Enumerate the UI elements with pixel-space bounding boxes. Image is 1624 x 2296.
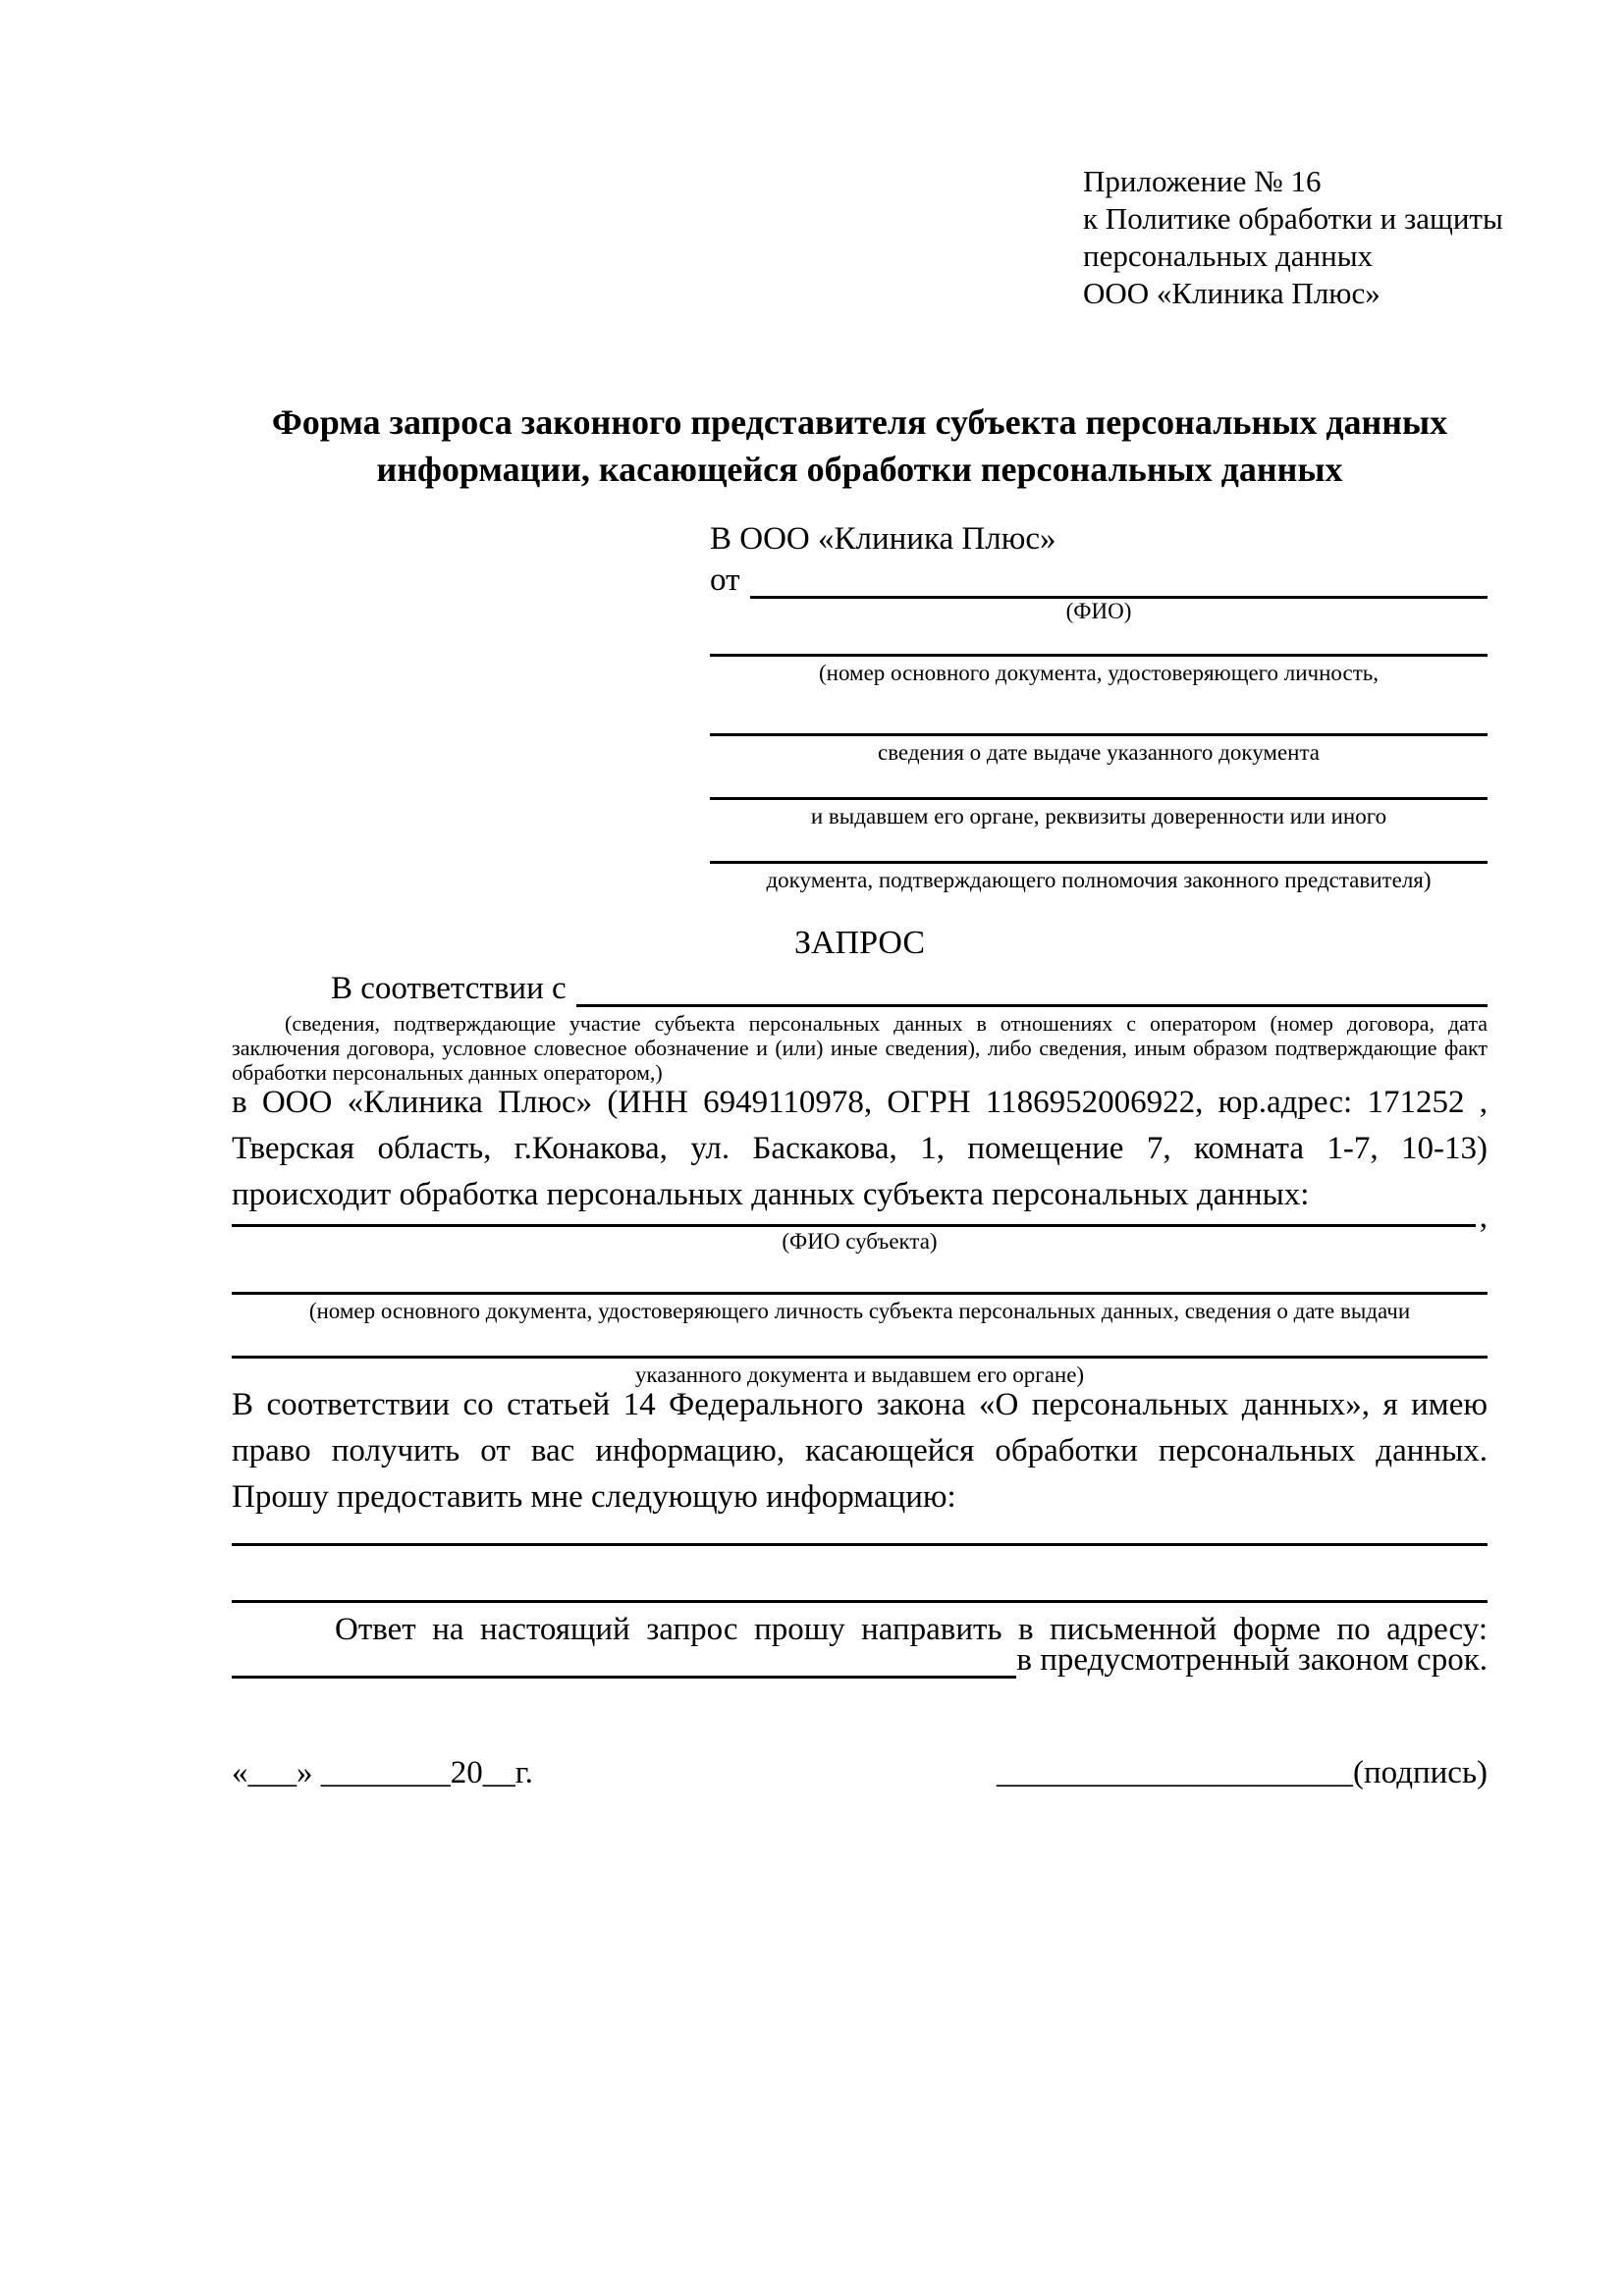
- intro-caption: (сведения, подтверждающие участие субъекта персональных данных в отношениях с оператором (номер договора, дата заключения договора, условное словесное обозначение и (или) иные сведения), либо сведения, иным образом подтверждающие факт обработки персональных данных оператором,): [232, 1011, 1488, 1085]
- operator-paragraph: в ООО «Клиника Плюс» (ИНН 6949110978, ОГРН 1186952006922, юр.адрес: 171252 , Тверская область, г.Конакова, ул. Баскакова, 1, помещение 7, комната 1-7, 10-13) происходит обработка персональных данных субъекта персональных данных:: [232, 1085, 1488, 1212]
- from-label: от: [710, 562, 740, 598]
- blank-field-line: [710, 654, 1488, 657]
- signature-line: ______________________: [997, 1755, 1353, 1790]
- title-line-2: информации, касающейся обработки персональных данных: [376, 450, 1343, 489]
- blank-field-line: [232, 1356, 1488, 1359]
- field-caption-document-number: (номер основного документа, удостоверяющего личность,: [818, 661, 1379, 685]
- blank-field-line: [710, 861, 1488, 864]
- intro-line: [232, 970, 1488, 1007]
- from-line: [710, 561, 1488, 599]
- signature-group: [997, 1755, 1488, 1791]
- appendix-line: Приложение № 16: [1083, 164, 1322, 198]
- title-line-1: Форма запроса законного представителя субъекта персональных данных: [271, 402, 1448, 442]
- date-blank: «___» ________20__г.: [232, 1755, 533, 1790]
- document-title: [232, 399, 1488, 493]
- blank-field-line: [710, 797, 1488, 800]
- blank-field-line: [232, 1292, 1488, 1295]
- subject-block: [232, 1200, 1488, 1388]
- appendix-block: [1083, 163, 1503, 312]
- appendix-line: ООО «Клиника Плюс»: [1083, 276, 1380, 310]
- addressee-block: [710, 516, 1488, 893]
- fio-caption: (ФИО): [1065, 599, 1132, 623]
- blank-field-line: [232, 1543, 1488, 1546]
- request-heading: ЗАПРОС: [793, 925, 926, 961]
- organization-name: В ООО «Клиника Плюс»: [710, 521, 1056, 557]
- appendix-line: персональных данных: [1083, 239, 1374, 273]
- trailing-comma: ,: [1479, 1200, 1488, 1235]
- field-caption-issue-date: сведения о дате выдаче указанного документа: [877, 740, 1321, 765]
- blank-field-line: [232, 1600, 1488, 1603]
- blank-field-line: [576, 1004, 1488, 1007]
- reply-address-line: [232, 1639, 1488, 1679]
- signature-caption: (подпись): [1353, 1755, 1488, 1790]
- appendix-line: к Политике обработки и защиты: [1083, 201, 1503, 236]
- field-caption-representative-authority: документа, подтверждающего полномочия законного представителя): [766, 868, 1432, 892]
- law-paragraph: В соответствии со статьей 14 Федерального закона «О персональных данных», я имею право получить от вас информацию, касающейся обработки персональных данных. Прошу предоставить мне следующую информацию:: [232, 1387, 1488, 1515]
- intro-label: В соответствии с: [331, 971, 567, 1006]
- blank-field-line: [232, 1676, 1016, 1679]
- reply-tail-text: в предусмотренный законом срок.: [1016, 1642, 1488, 1678]
- field-caption-issuing-authority: и выдавшем его органе, реквизиты доверенности или иного: [810, 804, 1387, 828]
- subject-doc-caption-2: указанного документа и выдавшем его органе): [634, 1362, 1085, 1387]
- blank-field-line: [232, 1224, 1476, 1227]
- subject-doc-caption-1: (номер основного документа, удостоверяющего личность субъекта персональных данных, сведения о дате выдачи: [308, 1299, 1411, 1323]
- date-signature-row: [232, 1755, 1488, 1791]
- blank-field-line: [710, 733, 1488, 736]
- subject-fio-caption: (ФИО субъекта): [782, 1229, 938, 1254]
- subject-fio-line: [232, 1200, 1488, 1235]
- reply-paragraph: Ответ на настоящий запрос прошу направить в письменной форме по адресу:: [335, 1612, 1488, 1647]
